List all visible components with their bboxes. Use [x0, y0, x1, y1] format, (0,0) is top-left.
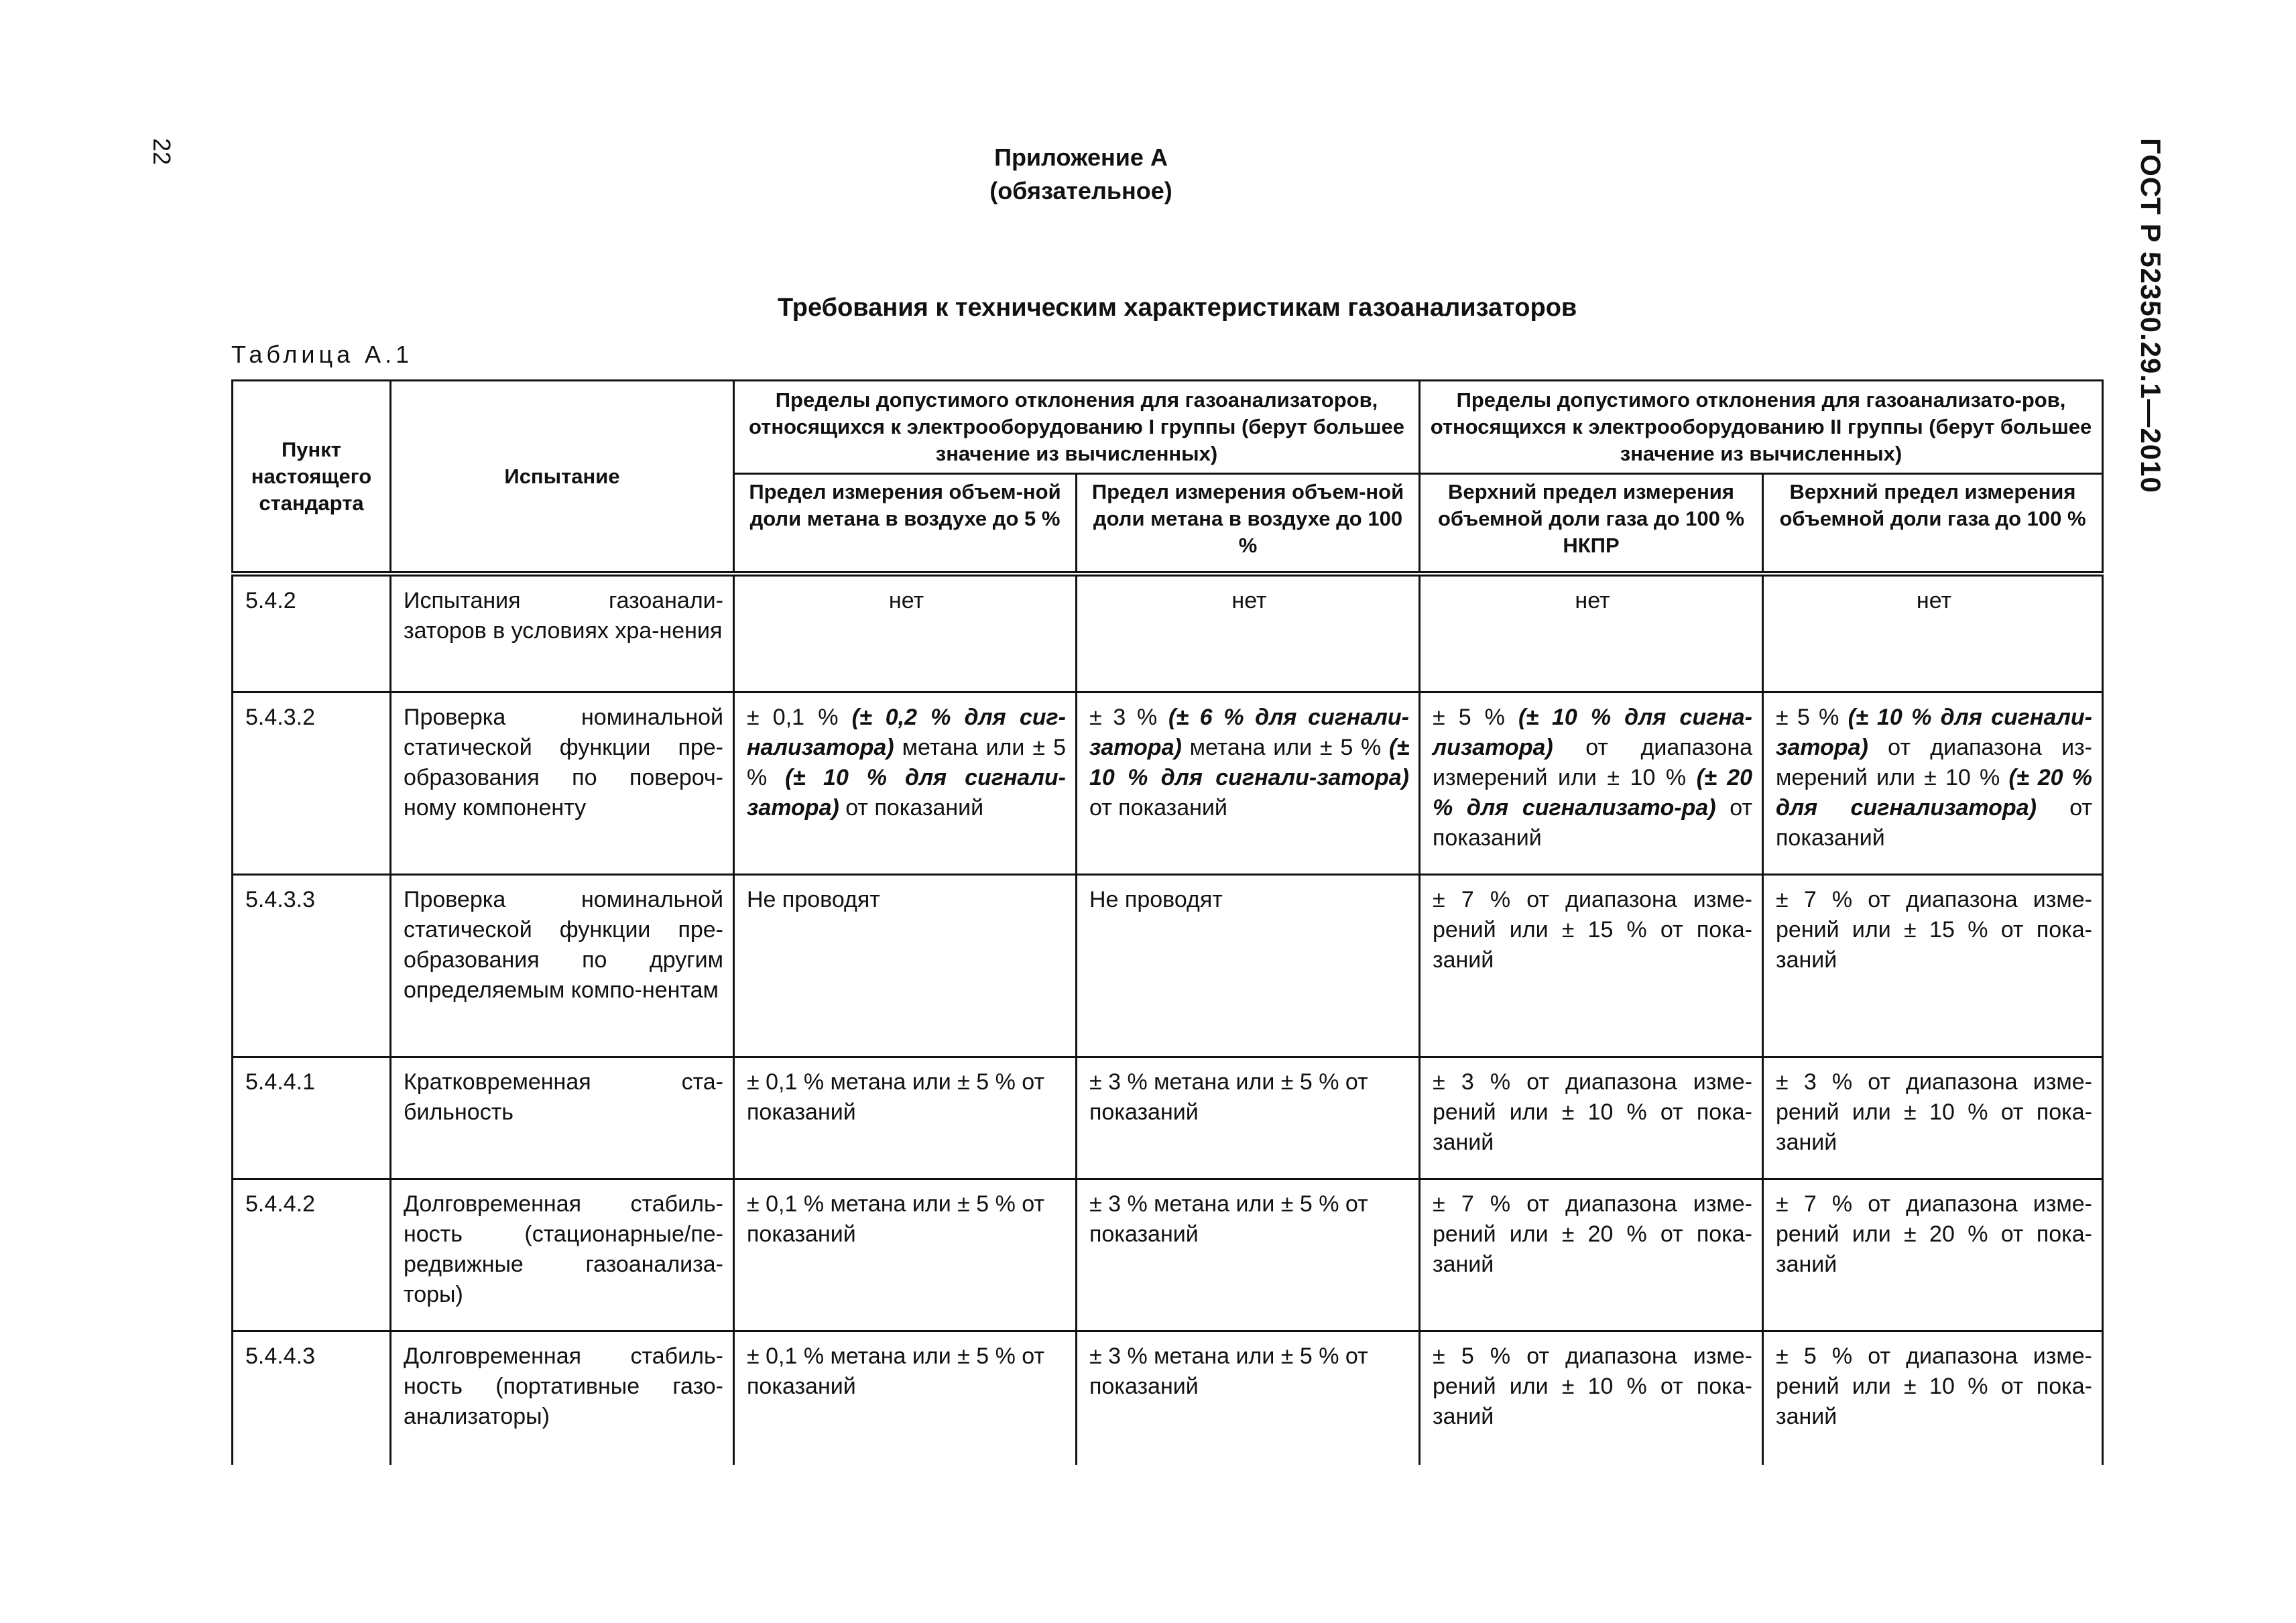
value-cell: ± 3 % метана или ± 5 % от показаний	[1077, 1057, 1420, 1179]
value-cell: нет	[1077, 574, 1420, 692]
value-cell: нет	[1420, 574, 1763, 692]
value-text: от показаний	[1433, 794, 1752, 851]
appendix-subtitle: (обязательное)	[989, 177, 1172, 204]
value-cell: ± 3 % метана или ± 5 % от показаний	[1077, 1179, 1420, 1331]
value-cell: нет	[1763, 574, 2103, 692]
header-sub-1: Предел измерения объем-ной доли метана в воздухе до 5 %	[734, 474, 1077, 575]
emphasis-text: (± 10 % для сигна-лизатора)	[1433, 704, 1752, 760]
value-cell: нет	[734, 574, 1077, 692]
emphasis-text: (± 20 % для сигнализатора)	[1776, 764, 2092, 821]
test-cell: Испытания газоанали-заторов в условиях хра-нения	[391, 574, 734, 692]
value-cell	[1420, 692, 1763, 874]
standard-id: ГОСТ Р 52350.29.1—2010	[2135, 138, 2167, 493]
requirements-table	[231, 379, 2104, 1465]
value-text: ± 0,1 %	[747, 704, 852, 730]
test-cell: Проверка номинальной статической функции пре-образования по другим определяемым компо-нентам	[391, 874, 734, 1057]
test-cell: Проверка номинальной статической функции пре-образования по повероч-ному компоненту	[391, 692, 734, 874]
value-cell: Не проводят	[1077, 874, 1420, 1057]
clause-cell: 5.4.3.2	[233, 692, 391, 874]
clause-cell: 5.4.4.1	[233, 1057, 391, 1179]
test-cell: Долговременная стабиль-ность (портативные газо-анализаторы)	[391, 1331, 734, 1465]
emphasis-text: (± 10 % для сигнали-затора)	[1776, 704, 2093, 760]
header-group-2: Пределы допустимого отклонения для газоанализато-ров, относящихся к электрооборудованию II группы (берут большее значение из вычисленных)	[1420, 381, 2103, 474]
value-cell: ± 7 % от диапазона изме-рений или ± 15 % от пока-заний	[1420, 874, 1763, 1057]
test-cell: Долговременная стабиль-ность (стационарные/пе-редвижные газоанализа-торы)	[391, 1179, 734, 1331]
value-text: ± 3 %	[1089, 704, 1168, 730]
value-cell: ± 3 % от диапазона изме-рений или ± 10 % от пока-заний	[1763, 1057, 2103, 1179]
table-row	[233, 1179, 2103, 1331]
value-text: метана или ± 5 %	[747, 734, 1066, 790]
value-text: метана или ± 5 %	[1181, 734, 1390, 760]
value-cell: ± 3 % метана или ± 5 % от показаний	[1077, 1331, 1420, 1465]
clause-cell: 5.4.4.2	[233, 1179, 391, 1331]
value-cell	[1077, 692, 1420, 874]
table-row	[233, 874, 2103, 1057]
test-cell: Кратковременная ста-бильность	[391, 1057, 734, 1179]
header-test: Испытание	[391, 381, 734, 575]
header-clause: Пункт настоящего стандарта	[233, 381, 391, 575]
page-number: 22	[148, 138, 176, 166]
header-group-1: Пределы допустимого отклонения для газоанализаторов, относящихся к электрооборудованию I группы (берут большее значение из вычисленных)	[734, 381, 1420, 474]
table-row	[233, 1057, 2103, 1179]
value-cell: ± 0,1 % метана или ± 5 % от показаний	[734, 1179, 1077, 1331]
value-cell: ± 0,1 % метана или ± 5 % от показаний	[734, 1057, 1077, 1179]
value-cell: ± 7 % от диапазона изме-рений или ± 20 % от пока-заний	[1420, 1179, 1763, 1331]
value-text: от диапазона из-мерений или ± 10 %	[1776, 734, 2092, 790]
value-text: ± 5 %	[1433, 704, 1518, 730]
clause-cell: 5.4.2	[233, 574, 391, 692]
appendix-heading	[0, 141, 2296, 208]
value-text: ± 5 %	[1776, 704, 1848, 730]
emphasis-text: (± 10 % для сигнали-затора)	[1089, 734, 1409, 790]
emphasis-text: (± 20 % для сигнализато-ра)	[1433, 764, 1752, 821]
value-text: от диапазона измерений или ± 10 %	[1433, 734, 1752, 790]
header-sub-2: Предел измерения объем-ной доли метана в воздухе до 100 %	[1077, 474, 1420, 575]
table-row	[233, 574, 2103, 692]
value-cell: ± 7 % от диапазона изме-рений или ± 15 % от пока-заний	[1763, 874, 2103, 1057]
value-cell: ± 3 % от диапазона изме-рений или ± 10 % от пока-заний	[1420, 1057, 1763, 1179]
value-cell: ± 0,1 % метана или ± 5 % от показаний	[734, 1331, 1077, 1465]
value-cell: ± 5 % от диапазона изме-рений или ± 10 % от пока-заний	[1420, 1331, 1763, 1465]
table-title: Требования к техническим характеристикам газоанализаторов	[778, 294, 1577, 322]
header-sub-4: Верхний предел измерения объемной доли газа до 100 %	[1763, 474, 2103, 575]
table-caption: Таблица А.1	[231, 341, 414, 368]
value-text: от показаний	[1089, 794, 1227, 821]
value-text: от показаний	[1776, 794, 2092, 851]
emphasis-text: (± 6 % для сигнали-затора)	[1089, 704, 1410, 760]
table-row	[233, 692, 2103, 874]
clause-cell: 5.4.4.3	[233, 1331, 391, 1465]
value-cell	[734, 692, 1077, 874]
header-sub-3: Верхний предел измерения объемной доли газа до 100 % НКПР	[1420, 474, 1763, 575]
appendix-title: Приложение А	[994, 143, 1168, 171]
value-cell: ± 7 % от диапазона изме-рений или ± 20 % от пока-заний	[1763, 1179, 2103, 1331]
table-row	[233, 1331, 2103, 1465]
header-row-top	[233, 381, 2103, 474]
emphasis-text: (± 10 % для сигнали-затора)	[747, 764, 1066, 821]
value-cell: ± 5 % от диапазона изме-рений или ± 10 % от пока-заний	[1763, 1331, 2103, 1465]
value-cell	[1763, 692, 2103, 874]
emphasis-text: (± 0,2 % для сиг-нализатора)	[747, 704, 1066, 760]
value-cell: Не проводят	[734, 874, 1077, 1057]
clause-cell: 5.4.3.3	[233, 874, 391, 1057]
value-text: от показаний	[839, 794, 984, 821]
